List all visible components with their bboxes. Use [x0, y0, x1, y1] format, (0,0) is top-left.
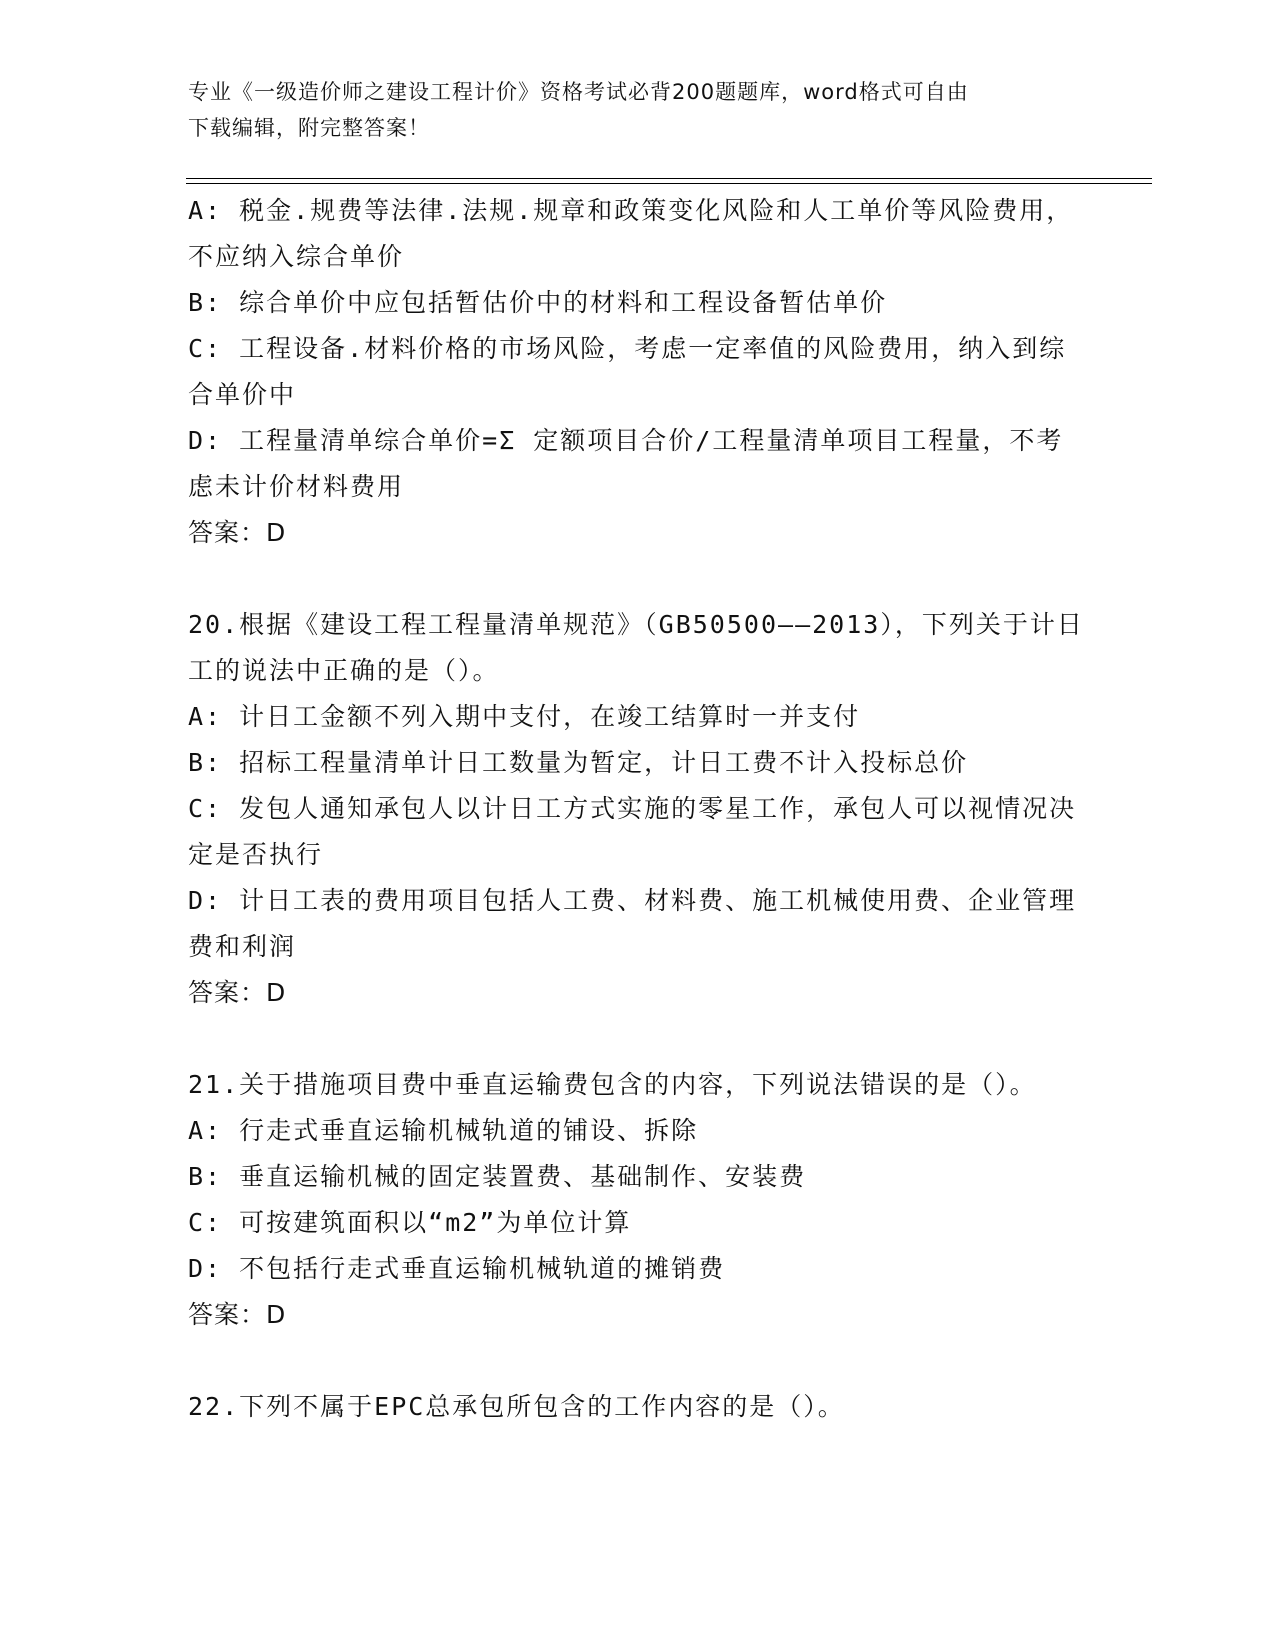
spacer: [188, 1338, 1088, 1384]
q20-option-d: D: 计日工表的费用项目包括人工费、材料费、施工机械使用费、企业管理费和利润: [188, 886, 1077, 961]
q20-option-b: B: 招标工程量清单计日工数量为暂定，计日工费不计入投标总价: [188, 748, 969, 777]
q19-answer: 答案：D: [188, 518, 287, 547]
question-20-block: [188, 602, 1088, 1016]
question-21-block: [188, 1062, 1088, 1338]
q21-question: 21.关于措施项目费中垂直运输费包含的内容，下列说法错误的是（）。: [188, 1070, 1037, 1099]
q19-option-d: D: 工程量清单综合单价=Σ 定额项目合价/工程量清单项目工程量，不考虑未计价材料费用: [188, 426, 1064, 501]
q21-option-d: D: 不包括行走式垂直运输机械轨道的摊销费: [188, 1254, 726, 1283]
header-rule-bottom: [186, 183, 1152, 184]
spacer: [188, 556, 1088, 602]
spacer: [188, 1016, 1088, 1062]
header-title-line1: 专业《一级造价师之建设工程计价》资格考试必背200题题库，word格式可自由: [188, 80, 969, 104]
q19-option-c: C: 工程设备.材料价格的市场风险，考虑一定率值的风险费用，纳入到综合单价中: [188, 334, 1067, 409]
header-rule-top: [186, 178, 1152, 179]
q20-option-c: C: 发包人通知承包人以计日工方式实施的零星工作，承包人可以视情况决定是否执行: [188, 794, 1077, 869]
q21-answer: 答案：D: [188, 1300, 287, 1329]
header-title-line2: 下载编辑，附完整答案！: [188, 116, 430, 140]
document-body: [188, 188, 1088, 1430]
q19-option-b: B: 综合单价中应包括暂估价中的材料和工程设备暂估单价: [188, 288, 888, 317]
page-header: [188, 74, 1068, 146]
question-22-block: [188, 1384, 1088, 1430]
q20-question: 20.根据《建设工程工程量清单规范》（GB50500——2013），下列关于计日工的说法中正确的是（）。: [188, 610, 1084, 685]
q20-answer: 答案：D: [188, 978, 287, 1007]
question-19-block: [188, 188, 1088, 556]
q22-question: 22.下列不属于EPC总承包所包含的工作内容的是（）。: [188, 1392, 845, 1421]
q21-option-a: A: 行走式垂直运输机械轨道的铺设、拆除: [188, 1116, 699, 1145]
q21-option-b: B: 垂直运输机械的固定装置费、基础制作、安装费: [188, 1162, 807, 1191]
q20-option-a: A: 计日工金额不列入期中支付，在竣工结算时一并支付: [188, 702, 861, 731]
q19-option-a: A: 税金.规费等法律.法规.规章和政策变化风险和人工单价等风险费用，不应纳入综合单价: [188, 196, 1074, 271]
q21-option-c: C: 可按建筑面积以“m2”为单位计算: [188, 1208, 632, 1237]
